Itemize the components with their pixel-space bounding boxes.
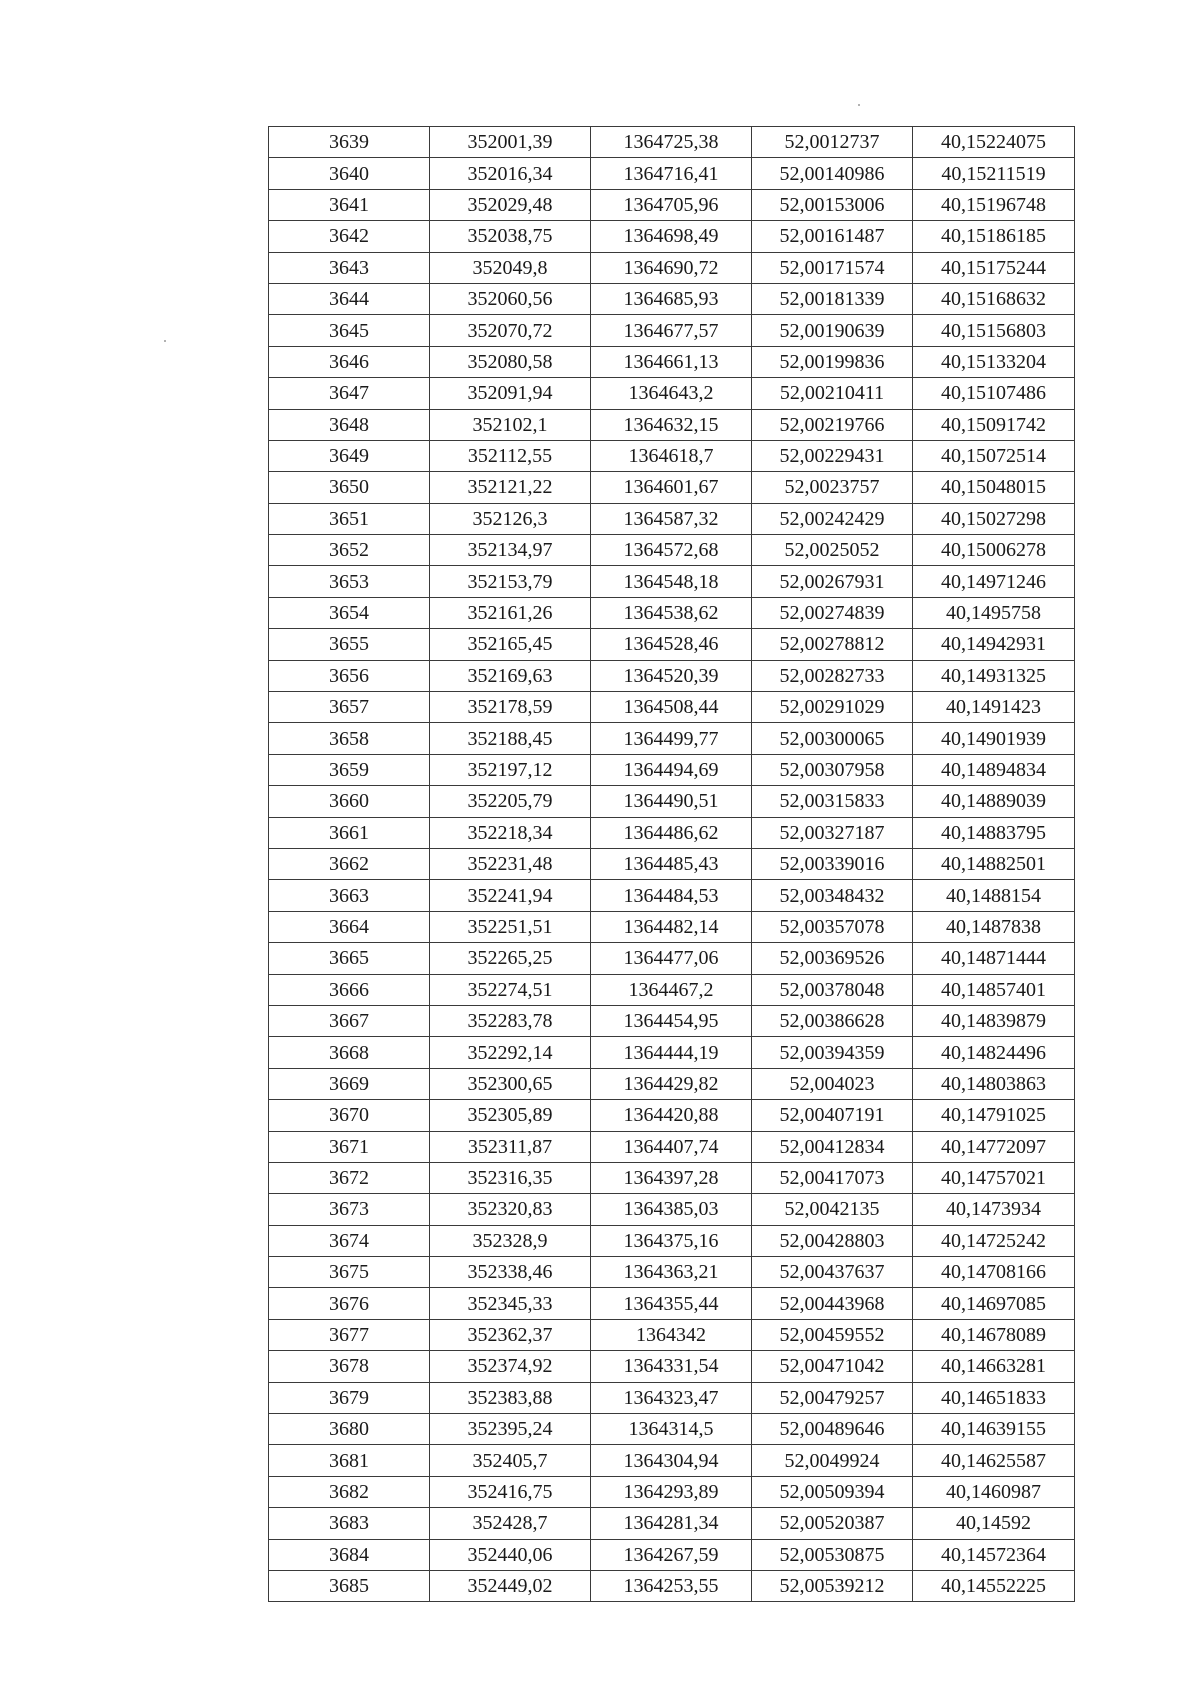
longitude-cell: 40,14572364 — [913, 1539, 1075, 1570]
point-number-cell: 3679 — [269, 1382, 430, 1413]
longitude-cell: 40,15168632 — [913, 283, 1075, 314]
table-row — [269, 1005, 1075, 1036]
point-number-cell: 3680 — [269, 1414, 430, 1445]
y-coordinate-cell: 1364508,44 — [591, 692, 752, 723]
table-row — [269, 1162, 1075, 1193]
latitude-cell: 52,00274839 — [752, 597, 913, 628]
point-number-cell: 3674 — [269, 1225, 430, 1256]
longitude-cell: 40,14772097 — [913, 1131, 1075, 1162]
y-coordinate-cell: 1364520,39 — [591, 660, 752, 691]
table-row — [269, 1508, 1075, 1539]
table-row — [269, 660, 1075, 691]
x-coordinate-cell: 352102,1 — [430, 409, 591, 440]
longitude-cell: 40,14889039 — [913, 786, 1075, 817]
x-coordinate-cell: 352112,55 — [430, 440, 591, 471]
y-coordinate-cell: 1364601,67 — [591, 472, 752, 503]
longitude-cell: 40,14901939 — [913, 723, 1075, 754]
longitude-cell: 40,15186185 — [913, 221, 1075, 252]
longitude-cell: 40,14803863 — [913, 1068, 1075, 1099]
table-row — [269, 943, 1075, 974]
table-row — [269, 1445, 1075, 1476]
table-row — [269, 1351, 1075, 1382]
table-row — [269, 974, 1075, 1005]
coordinates-table — [268, 126, 1075, 1602]
table-row — [269, 754, 1075, 785]
point-number-cell: 3662 — [269, 848, 430, 879]
y-coordinate-cell: 1364572,68 — [591, 535, 752, 566]
point-number-cell: 3656 — [269, 660, 430, 691]
point-number-cell: 3650 — [269, 472, 430, 503]
x-coordinate-cell: 352305,89 — [430, 1100, 591, 1131]
longitude-cell: 40,14882501 — [913, 848, 1075, 879]
latitude-cell: 52,00307958 — [752, 754, 913, 785]
y-coordinate-cell: 1364725,38 — [591, 127, 752, 158]
latitude-cell: 52,00369526 — [752, 943, 913, 974]
point-number-cell: 3654 — [269, 597, 430, 628]
table-row — [269, 189, 1075, 220]
y-coordinate-cell: 1364643,2 — [591, 378, 752, 409]
point-number-cell: 3667 — [269, 1005, 430, 1036]
point-number-cell: 3653 — [269, 566, 430, 597]
latitude-cell: 52,00161487 — [752, 221, 913, 252]
table-row — [269, 346, 1075, 377]
x-coordinate-cell: 352169,63 — [430, 660, 591, 691]
longitude-cell: 40,14942931 — [913, 629, 1075, 660]
x-coordinate-cell: 352374,92 — [430, 1351, 591, 1382]
latitude-cell: 52,00412834 — [752, 1131, 913, 1162]
longitude-cell: 40,15196748 — [913, 189, 1075, 220]
scan-speck — [858, 104, 860, 106]
longitude-cell: 40,14857401 — [913, 974, 1075, 1005]
x-coordinate-cell: 352316,35 — [430, 1162, 591, 1193]
table-row — [269, 1382, 1075, 1413]
latitude-cell: 52,00394359 — [752, 1037, 913, 1068]
point-number-cell: 3684 — [269, 1539, 430, 1570]
point-number-cell: 3640 — [269, 158, 430, 189]
latitude-cell: 52,00339016 — [752, 848, 913, 879]
longitude-cell: 40,14839879 — [913, 1005, 1075, 1036]
longitude-cell: 40,15175244 — [913, 252, 1075, 283]
y-coordinate-cell: 1364420,88 — [591, 1100, 752, 1131]
table-row — [269, 848, 1075, 879]
y-coordinate-cell: 1364485,43 — [591, 848, 752, 879]
point-number-cell: 3668 — [269, 1037, 430, 1068]
longitude-cell: 40,1487838 — [913, 911, 1075, 942]
table-row — [269, 409, 1075, 440]
table-row — [269, 127, 1075, 158]
y-coordinate-cell: 1364323,47 — [591, 1382, 752, 1413]
longitude-cell: 40,14592 — [913, 1508, 1075, 1539]
x-coordinate-cell: 352362,37 — [430, 1319, 591, 1350]
point-number-cell: 3657 — [269, 692, 430, 723]
x-coordinate-cell: 352283,78 — [430, 1005, 591, 1036]
table-row — [269, 158, 1075, 189]
y-coordinate-cell: 1364467,2 — [591, 974, 752, 1005]
point-number-cell: 3672 — [269, 1162, 430, 1193]
point-number-cell: 3639 — [269, 127, 430, 158]
x-coordinate-cell: 352311,87 — [430, 1131, 591, 1162]
x-coordinate-cell: 352091,94 — [430, 378, 591, 409]
longitude-cell: 40,14663281 — [913, 1351, 1075, 1382]
latitude-cell: 52,00300065 — [752, 723, 913, 754]
table-row — [269, 692, 1075, 723]
x-coordinate-cell: 352165,45 — [430, 629, 591, 660]
y-coordinate-cell: 1364385,03 — [591, 1194, 752, 1225]
longitude-cell: 40,14757021 — [913, 1162, 1075, 1193]
table-row — [269, 1476, 1075, 1507]
latitude-cell: 52,00242429 — [752, 503, 913, 534]
longitude-cell: 40,14678089 — [913, 1319, 1075, 1350]
latitude-cell: 52,00291029 — [752, 692, 913, 723]
y-coordinate-cell: 1364618,7 — [591, 440, 752, 471]
latitude-cell: 52,00530875 — [752, 1539, 913, 1570]
table-row — [269, 1319, 1075, 1350]
table-row — [269, 1037, 1075, 1068]
y-coordinate-cell: 1364587,32 — [591, 503, 752, 534]
longitude-cell: 40,14791025 — [913, 1100, 1075, 1131]
y-coordinate-cell: 1364661,13 — [591, 346, 752, 377]
table-row — [269, 1068, 1075, 1099]
y-coordinate-cell: 1364698,49 — [591, 221, 752, 252]
latitude-cell: 52,00479257 — [752, 1382, 913, 1413]
table-row — [269, 535, 1075, 566]
coordinates-table-body — [269, 127, 1075, 1602]
latitude-cell: 52,00443968 — [752, 1288, 913, 1319]
table-row — [269, 1131, 1075, 1162]
point-number-cell: 3665 — [269, 943, 430, 974]
x-coordinate-cell: 352251,51 — [430, 911, 591, 942]
table-row — [269, 1414, 1075, 1445]
latitude-cell: 52,00386628 — [752, 1005, 913, 1036]
table-row — [269, 880, 1075, 911]
longitude-cell: 40,15133204 — [913, 346, 1075, 377]
longitude-cell: 40,15091742 — [913, 409, 1075, 440]
latitude-cell: 52,00171574 — [752, 252, 913, 283]
latitude-cell: 52,00282733 — [752, 660, 913, 691]
point-number-cell: 3655 — [269, 629, 430, 660]
latitude-cell: 52,00417073 — [752, 1162, 913, 1193]
longitude-cell: 40,1495758 — [913, 597, 1075, 628]
point-number-cell: 3642 — [269, 221, 430, 252]
x-coordinate-cell: 352126,3 — [430, 503, 591, 534]
longitude-cell: 40,15156803 — [913, 315, 1075, 346]
longitude-cell: 40,15224075 — [913, 127, 1075, 158]
scan-speck — [164, 340, 166, 342]
y-coordinate-cell: 1364281,34 — [591, 1508, 752, 1539]
longitude-cell: 40,14708166 — [913, 1257, 1075, 1288]
x-coordinate-cell: 352205,79 — [430, 786, 591, 817]
y-coordinate-cell: 1364538,62 — [591, 597, 752, 628]
latitude-cell: 52,00327187 — [752, 817, 913, 848]
table-row — [269, 472, 1075, 503]
point-number-cell: 3671 — [269, 1131, 430, 1162]
latitude-cell: 52,00509394 — [752, 1476, 913, 1507]
x-coordinate-cell: 352188,45 — [430, 723, 591, 754]
latitude-cell: 52,00539212 — [752, 1570, 913, 1601]
table-row — [269, 597, 1075, 628]
y-coordinate-cell: 1364705,96 — [591, 189, 752, 220]
x-coordinate-cell: 352241,94 — [430, 880, 591, 911]
table-row — [269, 1570, 1075, 1601]
point-number-cell: 3675 — [269, 1257, 430, 1288]
y-coordinate-cell: 1364363,21 — [591, 1257, 752, 1288]
latitude-cell: 52,00181339 — [752, 283, 913, 314]
y-coordinate-cell: 1364548,18 — [591, 566, 752, 597]
table-row — [269, 786, 1075, 817]
longitude-cell: 40,1491423 — [913, 692, 1075, 723]
point-number-cell: 3646 — [269, 346, 430, 377]
y-coordinate-cell: 1364632,15 — [591, 409, 752, 440]
point-number-cell: 3651 — [269, 503, 430, 534]
y-coordinate-cell: 1364685,93 — [591, 283, 752, 314]
y-coordinate-cell: 1364454,95 — [591, 1005, 752, 1036]
y-coordinate-cell: 1364375,16 — [591, 1225, 752, 1256]
longitude-cell: 40,1460987 — [913, 1476, 1075, 1507]
x-coordinate-cell: 352449,02 — [430, 1570, 591, 1601]
point-number-cell: 3681 — [269, 1445, 430, 1476]
latitude-cell: 52,00219766 — [752, 409, 913, 440]
longitude-cell: 40,14552225 — [913, 1570, 1075, 1601]
y-coordinate-cell: 1364690,72 — [591, 252, 752, 283]
x-coordinate-cell: 352060,56 — [430, 283, 591, 314]
x-coordinate-cell: 352345,33 — [430, 1288, 591, 1319]
point-number-cell: 3641 — [269, 189, 430, 220]
longitude-cell: 40,14883795 — [913, 817, 1075, 848]
y-coordinate-cell: 1364397,28 — [591, 1162, 752, 1193]
latitude-cell: 52,00520387 — [752, 1508, 913, 1539]
x-coordinate-cell: 352416,75 — [430, 1476, 591, 1507]
table-row — [269, 252, 1075, 283]
x-coordinate-cell: 352428,7 — [430, 1508, 591, 1539]
longitude-cell: 40,14894834 — [913, 754, 1075, 785]
x-coordinate-cell: 352178,59 — [430, 692, 591, 723]
y-coordinate-cell: 1364355,44 — [591, 1288, 752, 1319]
y-coordinate-cell: 1364331,54 — [591, 1351, 752, 1382]
y-coordinate-cell: 1364267,59 — [591, 1539, 752, 1570]
table-row — [269, 1257, 1075, 1288]
latitude-cell: 52,00210411 — [752, 378, 913, 409]
x-coordinate-cell: 352300,65 — [430, 1068, 591, 1099]
table-row — [269, 723, 1075, 754]
x-coordinate-cell: 352029,48 — [430, 189, 591, 220]
latitude-cell: 52,0012737 — [752, 127, 913, 158]
point-number-cell: 3644 — [269, 283, 430, 314]
latitude-cell: 52,00140986 — [752, 158, 913, 189]
x-coordinate-cell: 352049,8 — [430, 252, 591, 283]
latitude-cell: 52,0025052 — [752, 535, 913, 566]
longitude-cell: 40,14725242 — [913, 1225, 1075, 1256]
longitude-cell: 40,14639155 — [913, 1414, 1075, 1445]
point-number-cell: 3683 — [269, 1508, 430, 1539]
latitude-cell: 52,00153006 — [752, 189, 913, 220]
latitude-cell: 52,00199836 — [752, 346, 913, 377]
point-number-cell: 3648 — [269, 409, 430, 440]
point-number-cell: 3658 — [269, 723, 430, 754]
x-coordinate-cell: 352161,26 — [430, 597, 591, 628]
point-number-cell: 3661 — [269, 817, 430, 848]
y-coordinate-cell: 1364528,46 — [591, 629, 752, 660]
x-coordinate-cell: 352338,46 — [430, 1257, 591, 1288]
table-row — [269, 221, 1075, 252]
latitude-cell: 52,0042135 — [752, 1194, 913, 1225]
x-coordinate-cell: 352440,06 — [430, 1539, 591, 1570]
table-row — [269, 315, 1075, 346]
y-coordinate-cell: 1364314,5 — [591, 1414, 752, 1445]
point-number-cell: 3649 — [269, 440, 430, 471]
y-coordinate-cell: 1364253,55 — [591, 1570, 752, 1601]
x-coordinate-cell: 352383,88 — [430, 1382, 591, 1413]
y-coordinate-cell: 1364477,06 — [591, 943, 752, 974]
table-row — [269, 911, 1075, 942]
x-coordinate-cell: 352070,72 — [430, 315, 591, 346]
latitude-cell: 52,00229431 — [752, 440, 913, 471]
y-coordinate-cell: 1364482,14 — [591, 911, 752, 942]
point-number-cell: 3664 — [269, 911, 430, 942]
point-number-cell: 3685 — [269, 1570, 430, 1601]
latitude-cell: 52,0049924 — [752, 1445, 913, 1476]
x-coordinate-cell: 352038,75 — [430, 221, 591, 252]
x-coordinate-cell: 352001,39 — [430, 127, 591, 158]
table-row — [269, 440, 1075, 471]
longitude-cell: 40,14871444 — [913, 943, 1075, 974]
latitude-cell: 52,00489646 — [752, 1414, 913, 1445]
table-row — [269, 566, 1075, 597]
longitude-cell: 40,14931325 — [913, 660, 1075, 691]
point-number-cell: 3673 — [269, 1194, 430, 1225]
latitude-cell: 52,00428803 — [752, 1225, 913, 1256]
table-row — [269, 1288, 1075, 1319]
point-number-cell: 3663 — [269, 880, 430, 911]
longitude-cell: 40,14824496 — [913, 1037, 1075, 1068]
point-number-cell: 3670 — [269, 1100, 430, 1131]
y-coordinate-cell: 1364716,41 — [591, 158, 752, 189]
longitude-cell: 40,15006278 — [913, 535, 1075, 566]
x-coordinate-cell: 352265,25 — [430, 943, 591, 974]
latitude-cell: 52,00348432 — [752, 880, 913, 911]
y-coordinate-cell: 1364499,77 — [591, 723, 752, 754]
table-row — [269, 503, 1075, 534]
table-row — [269, 1100, 1075, 1131]
longitude-cell: 40,15211519 — [913, 158, 1075, 189]
table-row — [269, 1194, 1075, 1225]
y-coordinate-cell: 1364486,62 — [591, 817, 752, 848]
latitude-cell: 52,00407191 — [752, 1100, 913, 1131]
x-coordinate-cell: 352121,22 — [430, 472, 591, 503]
y-coordinate-cell: 1364304,94 — [591, 1445, 752, 1476]
longitude-cell: 40,14697085 — [913, 1288, 1075, 1319]
longitude-cell: 40,1488154 — [913, 880, 1075, 911]
latitude-cell: 52,0023757 — [752, 472, 913, 503]
point-number-cell: 3659 — [269, 754, 430, 785]
y-coordinate-cell: 1364429,82 — [591, 1068, 752, 1099]
point-number-cell: 3647 — [269, 378, 430, 409]
table-row — [269, 1225, 1075, 1256]
latitude-cell: 52,00471042 — [752, 1351, 913, 1382]
point-number-cell: 3676 — [269, 1288, 430, 1319]
latitude-cell: 52,00378048 — [752, 974, 913, 1005]
longitude-cell: 40,15107486 — [913, 378, 1075, 409]
x-coordinate-cell: 352405,7 — [430, 1445, 591, 1476]
x-coordinate-cell: 352080,58 — [430, 346, 591, 377]
x-coordinate-cell: 352197,12 — [430, 754, 591, 785]
longitude-cell: 40,15048015 — [913, 472, 1075, 503]
point-number-cell: 3666 — [269, 974, 430, 1005]
latitude-cell: 52,004023 — [752, 1068, 913, 1099]
x-coordinate-cell: 352016,34 — [430, 158, 591, 189]
table-row — [269, 1539, 1075, 1570]
x-coordinate-cell: 352231,48 — [430, 848, 591, 879]
latitude-cell: 52,00357078 — [752, 911, 913, 942]
table-row — [269, 283, 1075, 314]
point-number-cell: 3660 — [269, 786, 430, 817]
latitude-cell: 52,00459552 — [752, 1319, 913, 1350]
point-number-cell: 3677 — [269, 1319, 430, 1350]
x-coordinate-cell: 352274,51 — [430, 974, 591, 1005]
y-coordinate-cell: 1364293,89 — [591, 1476, 752, 1507]
longitude-cell: 40,14651833 — [913, 1382, 1075, 1413]
point-number-cell: 3669 — [269, 1068, 430, 1099]
table-row — [269, 817, 1075, 848]
longitude-cell: 40,1473934 — [913, 1194, 1075, 1225]
longitude-cell: 40,15027298 — [913, 503, 1075, 534]
x-coordinate-cell: 352218,34 — [430, 817, 591, 848]
y-coordinate-cell: 1364342 — [591, 1319, 752, 1350]
y-coordinate-cell: 1364494,69 — [591, 754, 752, 785]
y-coordinate-cell: 1364484,53 — [591, 880, 752, 911]
point-number-cell: 3682 — [269, 1476, 430, 1507]
latitude-cell: 52,00437637 — [752, 1257, 913, 1288]
y-coordinate-cell: 1364407,74 — [591, 1131, 752, 1162]
x-coordinate-cell: 352328,9 — [430, 1225, 591, 1256]
y-coordinate-cell: 1364490,51 — [591, 786, 752, 817]
latitude-cell: 52,00267931 — [752, 566, 913, 597]
longitude-cell: 40,15072514 — [913, 440, 1075, 471]
x-coordinate-cell: 352134,97 — [430, 535, 591, 566]
latitude-cell: 52,00278812 — [752, 629, 913, 660]
y-coordinate-cell: 1364444,19 — [591, 1037, 752, 1068]
y-coordinate-cell: 1364677,57 — [591, 315, 752, 346]
point-number-cell: 3678 — [269, 1351, 430, 1382]
x-coordinate-cell: 352320,83 — [430, 1194, 591, 1225]
table-row — [269, 378, 1075, 409]
x-coordinate-cell: 352153,79 — [430, 566, 591, 597]
longitude-cell: 40,14971246 — [913, 566, 1075, 597]
x-coordinate-cell: 352292,14 — [430, 1037, 591, 1068]
point-number-cell: 3643 — [269, 252, 430, 283]
point-number-cell: 3645 — [269, 315, 430, 346]
latitude-cell: 52,00190639 — [752, 315, 913, 346]
x-coordinate-cell: 352395,24 — [430, 1414, 591, 1445]
table-row — [269, 629, 1075, 660]
longitude-cell: 40,14625587 — [913, 1445, 1075, 1476]
point-number-cell: 3652 — [269, 535, 430, 566]
latitude-cell: 52,00315833 — [752, 786, 913, 817]
